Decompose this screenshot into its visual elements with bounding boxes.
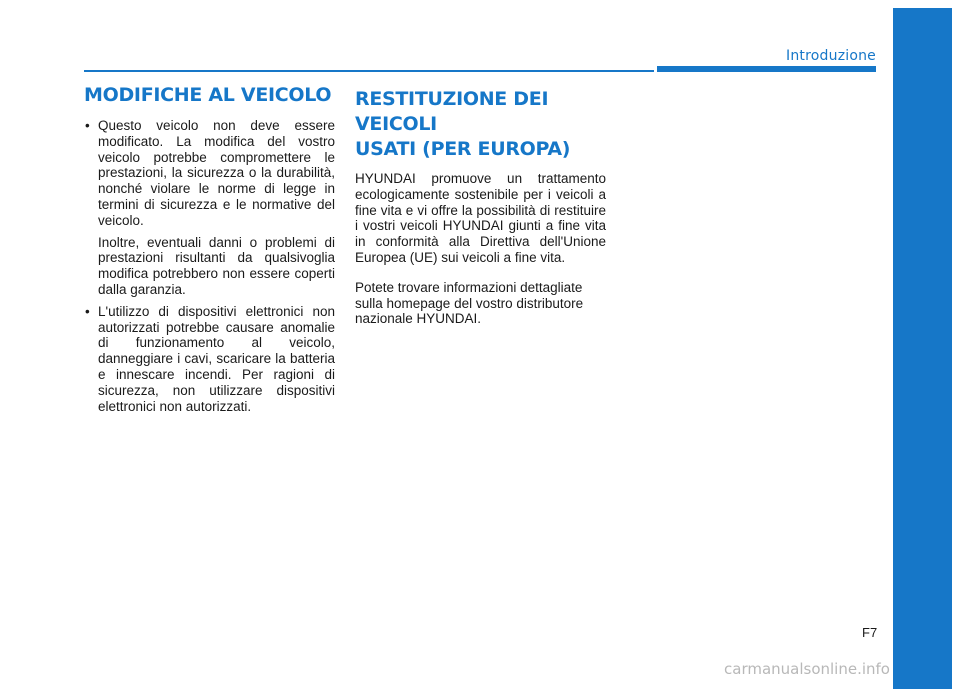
bullet-text-1: Questo veicolo non deve essere modificato. La modifica del vostro veicolo potrebbe compromettere le prestazioni, la sicurezza o la durabilità, nonché violare le norme di legge in termini di sicurezza e le normative del veicolo.	[98, 118, 335, 228]
list-item	[84, 304, 335, 415]
bullet-icon: •	[85, 303, 90, 319]
paragraph-info: Potete trovare informazioni dettagliate sulla homepage del vostro distributore nazionale HYUNDAI.	[355, 279, 584, 327]
bullet-continuation: Inoltre, eventuali danni o problemi di prestazioni risultanti da qualsivoglia modifica potrebbero non essere coperti dalla garanzia.	[98, 234, 335, 297]
left-column	[84, 83, 335, 420]
section-title: Introduzione	[786, 48, 876, 64]
bullet-icon: •	[85, 118, 90, 133]
header-rule	[84, 70, 654, 72]
heading-restituzione-2: USATI (PER EUROPA)	[355, 138, 571, 160]
bullet-list	[84, 118, 335, 229]
watermark: carmanualsonline.info	[724, 660, 890, 678]
header-rule-accent	[657, 66, 876, 72]
page-number: F7	[862, 625, 878, 640]
chapter-tab-bar	[893, 8, 952, 689]
heading-restituzione-1: RESTITUZIONE DEI VEICOLI	[355, 88, 549, 135]
right-column	[355, 87, 606, 327]
bullet-text-2: L'utilizzo di dispositivi elettronici non autorizzati potrebbe causare anomalie di funzionamento al veicolo, danneggiare i cavi, scaricare la batteria e innescare incendi. Per ragioni di sicurezza, non utilizzare dispositivi elettronici non autorizzati.	[98, 303, 335, 414]
bullet-list-2	[84, 304, 335, 415]
paragraph-restituzione: HYUNDAI promuove un trattamento ecologicamente sostenibile per i veicoli a fine vita e vi offre la possibilità di restituire i vostri veicoli HYUNDAI giunti a fine vita in conformità alla Direttiva dell'Unione Europea (UE) sui veicoli a fine vita.	[355, 171, 606, 265]
heading-modifiche: MODIFICHE AL VEICOLO	[84, 84, 332, 106]
list-item	[84, 118, 335, 229]
